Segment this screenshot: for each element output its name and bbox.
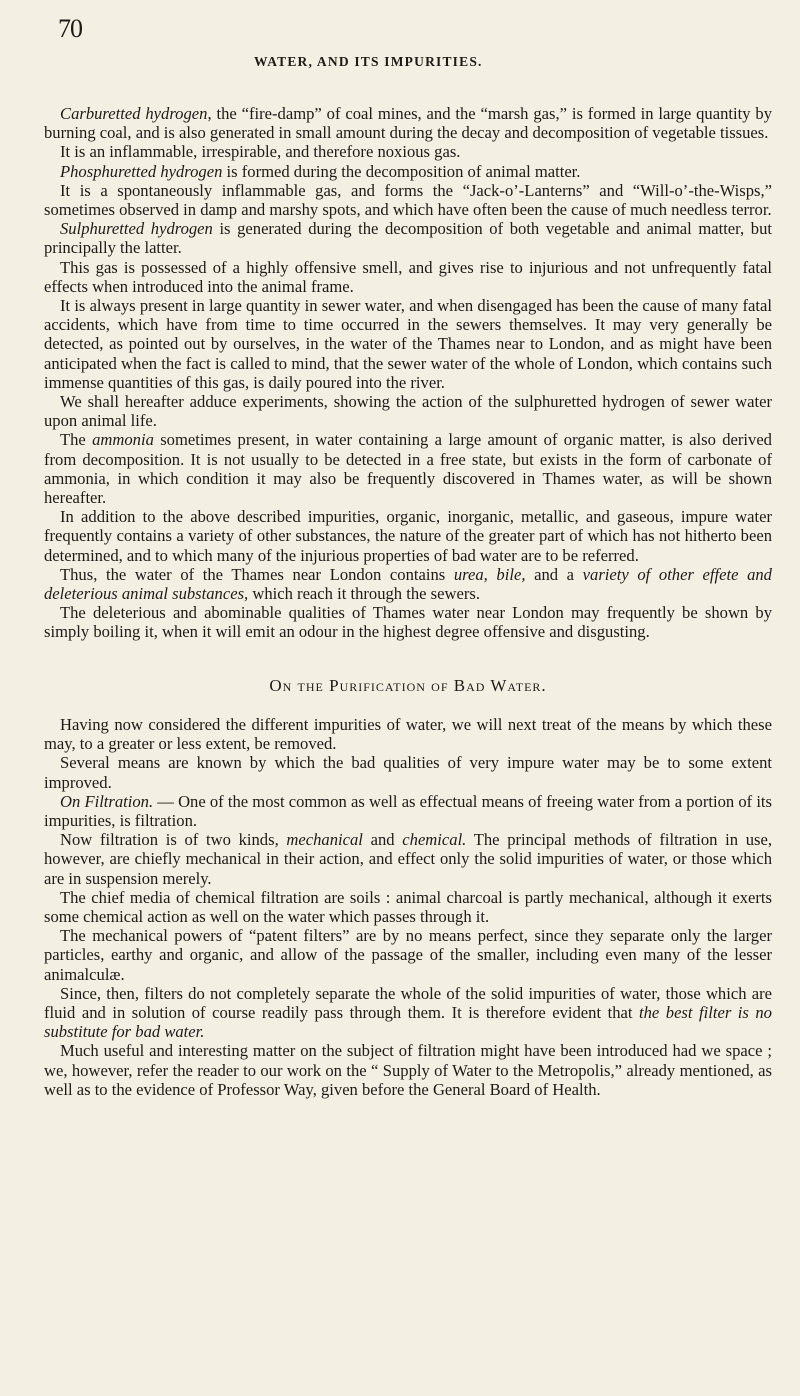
italic-text: Phosphuretted hydrogen xyxy=(60,161,223,181)
paragraph xyxy=(44,792,772,830)
italic-text: Sulphuretted hydrogen xyxy=(60,219,213,239)
text-run: Having now considered the different impurities of water, we will next treat of the means by which these may, to a greater or less extent, be removed. xyxy=(44,714,772,754)
text-run: The mechanical powers of “patent filters” are by no means perfect, since they separate only the larger particles, earthy and organic, and allow of the passage of the smaller, including even many of the lesser animalculæ. xyxy=(44,926,772,984)
paragraph xyxy=(44,507,772,565)
section-heading: On the Purification of Bad Water. xyxy=(269,675,547,695)
text-run: , the “fire-damp” of coal mines, and the “marsh gas,” is formed in large quantity by burning coal, and is also generated in small amount during the decay and decomposition of vegetable tissues. xyxy=(44,104,772,143)
text-run: and xyxy=(362,830,403,850)
text-run: It is an inflammable, irrespirable, and therefore noxious gas. xyxy=(60,142,461,162)
italic-text: the best filter is no substitute for bad water. xyxy=(44,1002,772,1042)
text-run: is generated during the decomposition of both vegetable and animal matter, but principally the latter. xyxy=(44,219,772,258)
text-run: In addition to the above described impurities, organic, inorganic, metallic, and gaseous, impure water frequently contains a variety of other substances, the nature of the greater part of which has not hitherto been determined, and to which many of the injurious properties of bad water are to be referred. xyxy=(44,507,772,565)
text-run: — One of the most common as well as effectual means of freeing water from a portion of its impurities, is filtration. xyxy=(44,791,772,830)
italic-text: Carburetted hydrogen xyxy=(60,104,208,123)
book-page xyxy=(44,14,772,1099)
text-run: The deleterious and abominable qualities of Thames water near London may frequently be shown by simply boiling it, when it will emit an odour in the highest degree offensive and disgusting. xyxy=(44,603,772,642)
italic-text: mechanical xyxy=(286,830,363,850)
italic-text: variety of other effete and deleterious animal substances, xyxy=(44,564,772,604)
paragraph xyxy=(44,1041,772,1099)
text-run: The chief media of chemical filtration are soils : animal charcoal is partly mechanical, although it exerts some chemical action as well on the water which passes through it. xyxy=(44,887,772,926)
text-run: Since, then, filters do not completely separate the whole of the solid impurities of water, those which are fluid and in solution of course readily pass through them. It is therefore evident that xyxy=(44,983,772,1022)
paragraph xyxy=(44,830,772,888)
paragraph xyxy=(44,162,772,181)
text-run: The principal methods of filtration in use, however, are chiefly mechanical in their action, and effect only the solid impurities of water, or those which are in suspension merely. xyxy=(44,830,772,888)
paragraphs-after xyxy=(44,715,772,1099)
text-run: Much useful and interesting matter on the subject of filtration might have been introduced had we space ; we, however, refer the reader to our work on the “ Supply of Water to the Metropolis,” already mentioned, as well as to the evidence of Professor Way, given before the General Board of Health. xyxy=(44,1041,772,1099)
italic-text: urea, bile, xyxy=(453,564,526,584)
text-run: Now filtration is of two kinds, xyxy=(60,830,287,850)
paragraph xyxy=(44,984,772,1042)
paragraph xyxy=(44,181,772,219)
paragraph xyxy=(44,219,772,257)
paragraph xyxy=(44,104,772,142)
text-run: This gas is possessed of a highly offensive smell, and gives rise to injurious and not unfrequently fatal effects when introduced into the animal frame. xyxy=(44,257,772,296)
italic-text: chemical. xyxy=(402,830,467,850)
text-run: which reach it through the sewers. xyxy=(248,584,480,604)
paragraph xyxy=(44,888,772,926)
paragraph xyxy=(44,565,772,603)
paragraph xyxy=(44,142,772,161)
italic-text: On Filtration. xyxy=(60,791,154,811)
paragraph xyxy=(44,392,772,430)
paragraph xyxy=(44,258,772,296)
body-text xyxy=(44,104,772,1099)
text-run: Thus, the water of the Thames near London contains xyxy=(60,564,454,584)
text-run: Several means are known by which the bad qualities of very impure water may be to some extent improved. xyxy=(44,753,772,792)
text-run: is formed during the decomposition of animal matter. xyxy=(222,161,581,181)
text-run: We shall hereafter adduce experiments, showing the action of the sulphuretted hydrogen of sewer water upon animal life. xyxy=(44,392,772,431)
paragraph xyxy=(44,753,772,791)
paragraph xyxy=(44,715,772,753)
paragraph xyxy=(44,296,772,392)
running-head: WATER, AND ITS IMPURITIES. xyxy=(254,54,483,69)
text-run: sometimes present, in water containing a large amount of organic matter, is also derived from decomposition. It is not usually to be detected in a free state, but exists in the form of carbonate of ammonia, in which condition it may also be frequently discovered in Thames water, as will be shown hereafter. xyxy=(44,430,772,508)
italic-text: ammonia xyxy=(92,430,154,450)
paragraph xyxy=(44,430,772,507)
paragraph xyxy=(44,603,772,641)
text-run: It is a spontaneously inflammable gas, and forms the “Jack-o’-Lanterns” and “Will-o’-the-Wisps,” sometimes observed in damp and marshy spots, and which have often been the cause of much needless terror. xyxy=(44,180,772,220)
text-run: It is always present in large quantity in sewer water, and when disengaged has been the cause of many fatal accidents, which have from time to time occurred in the sewers themselves. It may very generally be detected, as pointed out by ourselves, in the water of the Thames near to London, and as might have been anticipated when the fact is called to mind, that the sewer water of the whole of London, which contains such immense quantities of this gas, is daily poured into the river. xyxy=(44,296,772,392)
text-run: The xyxy=(60,430,93,450)
page-header xyxy=(44,14,772,69)
text-run: and a xyxy=(525,564,583,584)
paragraphs-before xyxy=(44,104,772,642)
paragraph xyxy=(44,926,772,984)
page-number: 70 xyxy=(58,14,82,43)
